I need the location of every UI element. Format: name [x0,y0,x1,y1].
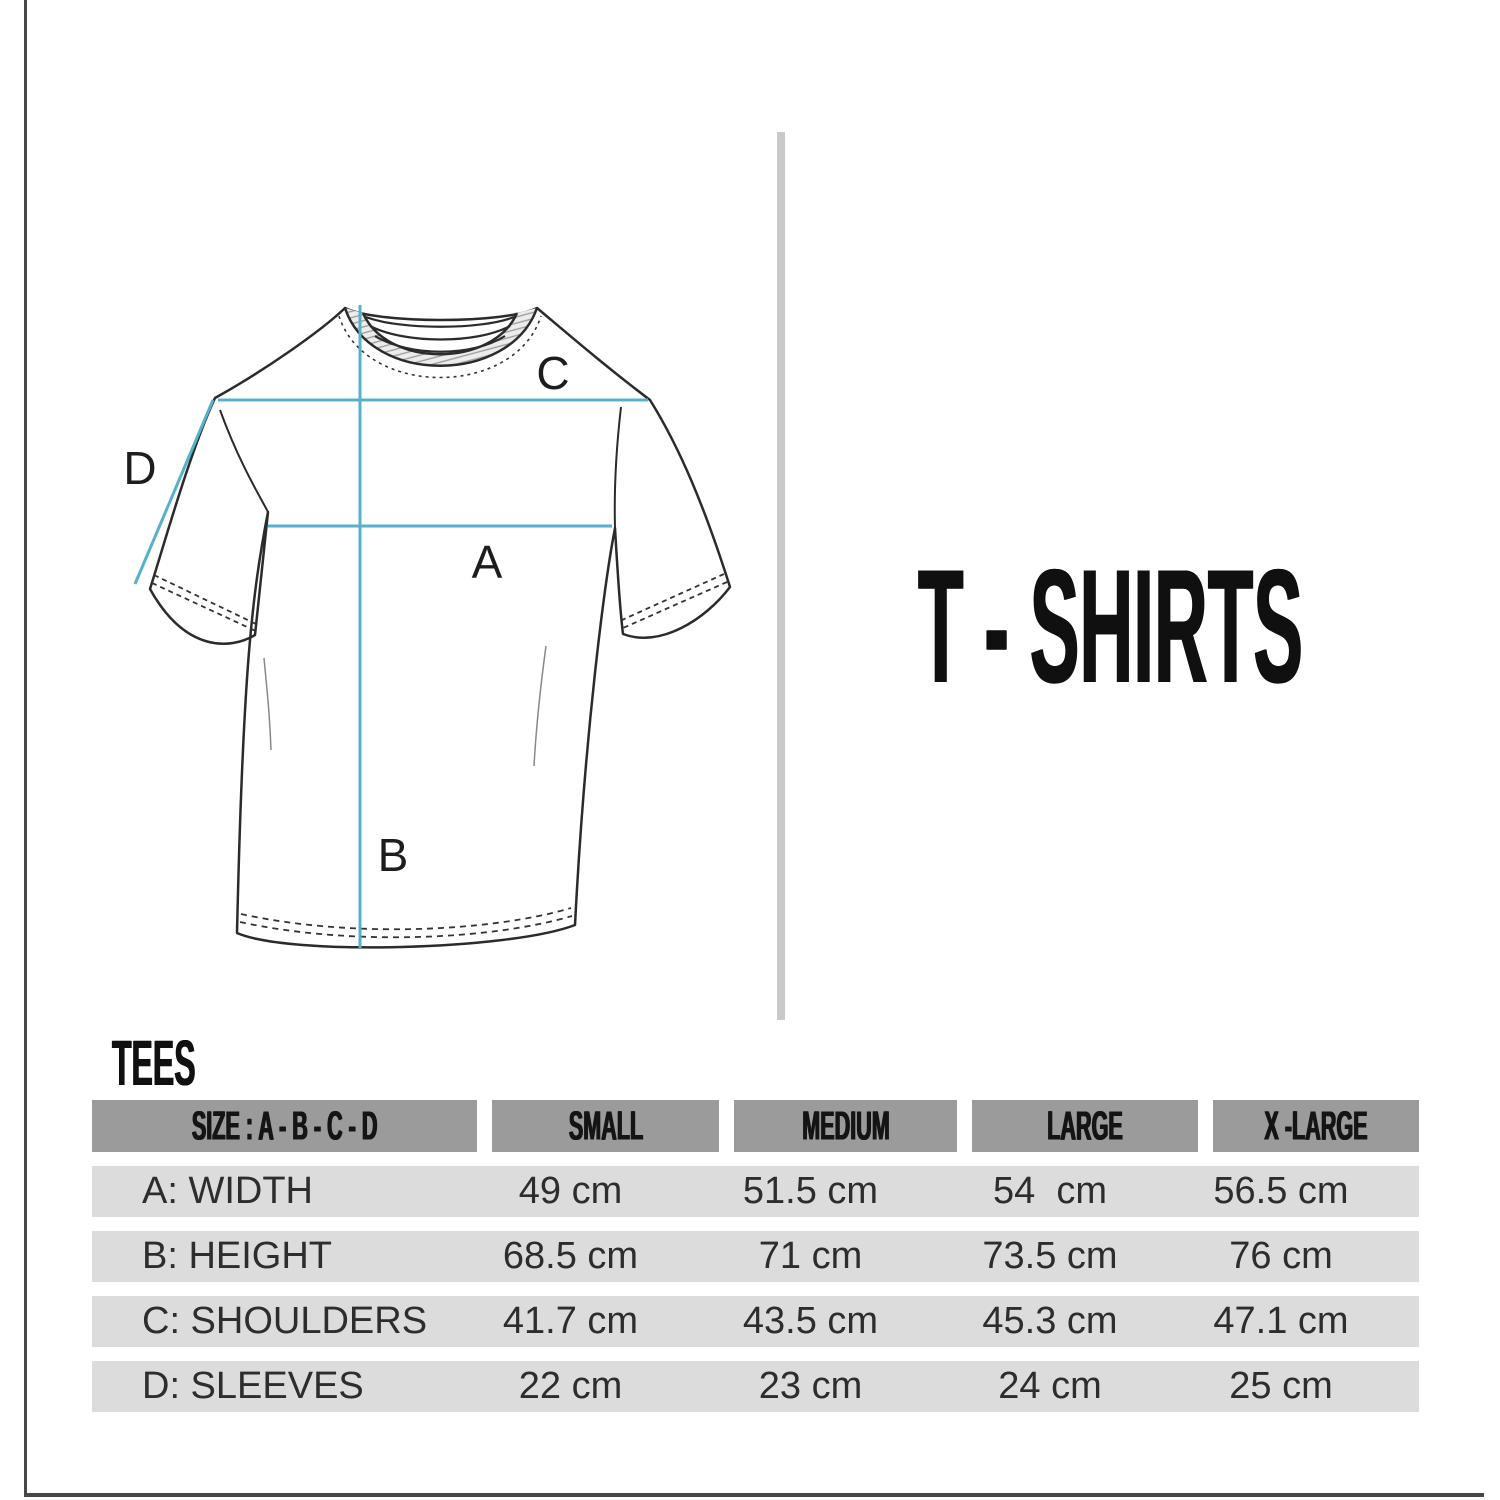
label-b: B [377,829,409,881]
value-cell: 71 cm [758,1235,863,1277]
header-cell-medium [734,1100,957,1152]
table-row-shoulders [92,1296,1419,1347]
value-cell: 68.5 cm [502,1235,639,1277]
tees-heading-text: TEES [112,1027,196,1099]
table-row-height [92,1231,1419,1282]
tees-heading [112,1027,372,1099]
page-title-text: T - SHIRTS [917,536,1303,717]
label-d: D [123,442,157,494]
header-cell-large [972,1100,1198,1152]
row-label-cell: A: WIDTH [142,1170,313,1212]
row-label-cell: C: SHOULDERS [142,1300,428,1342]
header-cell-small-text: SMALL [568,1102,643,1149]
label-a: A [471,536,503,588]
left-frame-line [24,0,27,1497]
header-cell-large-text: LARGE [1047,1102,1123,1149]
tshirt-outline [150,308,730,947]
size-table [92,1100,1419,1412]
value-cell: 54 cm [992,1170,1108,1212]
bottom-frame-line [24,1493,1484,1497]
value-cell: 76 cm [1229,1235,1333,1277]
value-cell: 51.5 cm [742,1170,879,1212]
page-title [830,536,1390,717]
label-c: C [536,347,570,399]
header-cell-small [492,1100,719,1152]
header-cell-xlarge [1213,1100,1419,1152]
value-cell: 47.1 cm [1213,1300,1349,1342]
header-cell-size-text: SIZE : A - B - C - D [191,1102,378,1149]
value-cell: 22 cm [518,1365,623,1407]
size-table-header [92,1100,1419,1152]
value-cell: 56.5 cm [1213,1170,1349,1212]
value-cell: 49 cm [518,1170,623,1212]
value-cell: 25 cm [1229,1365,1333,1407]
value-cell: 23 cm [758,1365,863,1407]
table-row-sleeves [92,1361,1419,1412]
value-cell: 41.7 cm [502,1300,639,1342]
value-cell: 24 cm [998,1365,1102,1407]
row-label-cell: D: SLEEVES [142,1365,364,1407]
table-row-width [92,1166,1419,1217]
header-cell-xlarge-text: X -LARGE [1264,1102,1368,1149]
value-cell: 45.3 cm [982,1300,1118,1342]
header-cell-medium-text: MEDIUM [801,1102,890,1149]
row-label-cell: B: HEIGHT [142,1235,333,1277]
tshirt-measurement-diagram [90,250,790,990]
header-cell-size [92,1100,477,1152]
value-cell: 73.5 cm [982,1235,1118,1277]
value-cell: 43.5 cm [742,1300,879,1342]
